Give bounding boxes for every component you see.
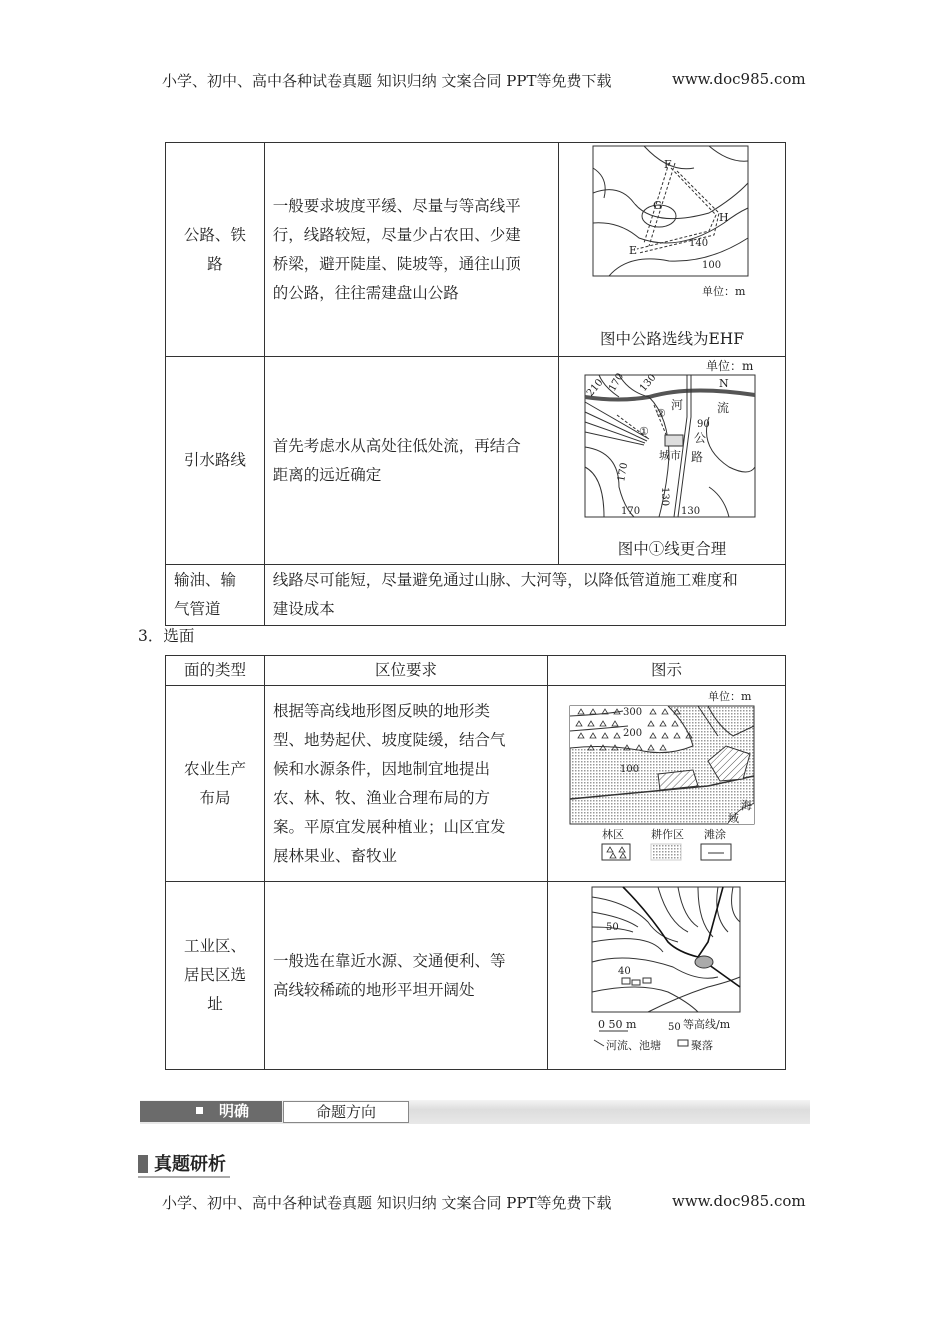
- map-label: 100: [701, 260, 722, 271]
- table-row: [166, 143, 786, 357]
- map-label: 公: [693, 431, 706, 445]
- map-unit: 单位：m: [708, 690, 752, 703]
- type-line: 工业区、: [183, 937, 246, 955]
- map-label: G: [652, 199, 662, 212]
- row-figure: [558, 357, 785, 565]
- banner-dark: [140, 1101, 282, 1122]
- desc-line: 建设成本: [272, 600, 335, 618]
- desc-line: 首先考虑水从高处往低处流，再结合: [272, 436, 521, 455]
- type-line: 布局: [199, 788, 231, 807]
- desc-line: 一般要求坡度平缓、尽量与等高线平: [272, 196, 521, 215]
- column-header: 区位要求: [265, 656, 548, 686]
- legend-label: 等高线/m: [683, 1018, 731, 1031]
- row-desc: [264, 357, 558, 565]
- legend-label: 河流、池塘: [606, 1039, 661, 1052]
- map-label: 170: [607, 371, 627, 394]
- road-contour-map: [559, 143, 785, 333]
- map-label: 300: [623, 707, 643, 718]
- footer-text: 小学、初中、高中各种试卷真题 知识归纳 文案合同 PPT等免费下载: [162, 1194, 612, 1212]
- map-label: 170: [616, 461, 631, 483]
- type-line: 公路、铁: [183, 225, 246, 244]
- desc-line: 行，线路较短，尽量少占农田、少建: [272, 225, 521, 244]
- map-label: 50: [606, 922, 619, 933]
- table-row: [166, 686, 786, 882]
- map-label: N: [718, 377, 729, 390]
- table-row: [166, 882, 786, 1070]
- desc-line: 型、地势起伏、坡度陡缓，结合气: [273, 730, 506, 749]
- map-label: ②: [655, 407, 666, 420]
- type-line: 址: [207, 995, 223, 1013]
- subheading: [138, 1150, 230, 1178]
- square-icon: [196, 1107, 203, 1114]
- water-route-map: [559, 357, 785, 525]
- map-label: 100: [620, 764, 640, 775]
- map-label: 170: [620, 506, 641, 517]
- map-scale: 0 50 m: [598, 1018, 637, 1031]
- figure-caption: 图中①线更合理: [617, 540, 727, 558]
- row-figure: [548, 882, 786, 1070]
- desc-line: 距离的远近确定: [272, 465, 382, 484]
- bar-icon: [138, 1155, 148, 1173]
- map-label: 路: [690, 450, 703, 464]
- subheading-text: 真题研析: [154, 1154, 226, 1175]
- desc-line: 展林果业、畜牧业: [273, 846, 398, 865]
- agriculture-map: [548, 686, 784, 871]
- route-table: [165, 142, 786, 626]
- table-row: [166, 565, 786, 626]
- column-header: 图示: [548, 656, 786, 686]
- row-type: 引水路线: [166, 357, 265, 565]
- legend-label: 聚落: [691, 1039, 713, 1052]
- type-line: 农业生产: [183, 759, 246, 778]
- desc-line: 农、林、牧、渔业合理布局的方: [273, 788, 491, 807]
- type-line: 气管道: [174, 600, 221, 618]
- row-desc: [265, 882, 548, 1070]
- desc-line: 候和水源条件，因地制宜地提出: [273, 759, 491, 778]
- header-url[interactable]: www.doc985.com: [672, 70, 806, 88]
- legend-number: 50: [668, 1022, 681, 1033]
- desc-line: 的公路，往往需建盘山公路: [272, 283, 459, 302]
- map-label: 域: [728, 812, 739, 825]
- map-label: 210: [584, 377, 606, 399]
- table-header-row: [166, 656, 786, 686]
- map-unit: 单位：m: [701, 285, 746, 298]
- row-desc: [264, 143, 558, 357]
- map-label: 140: [688, 238, 709, 249]
- legend-label: 林区: [602, 828, 624, 841]
- figure-caption: 图中公路选线为EHF: [599, 330, 745, 348]
- map-label: 130: [658, 487, 670, 507]
- desc-line: 桥梁，避开陡崖、陡坡等，通往山顶: [272, 254, 521, 273]
- desc-line: 一般选在靠近水源、交通便利、等: [273, 951, 506, 970]
- map-label: 200: [623, 728, 643, 739]
- industrial-site-map: [548, 882, 784, 1059]
- map-label: 海: [741, 799, 752, 812]
- tidal-legend-swatch: [701, 844, 731, 860]
- desc-line: 根据等高线地形图反映的地形类: [273, 701, 491, 720]
- area-table: [165, 655, 786, 1070]
- map-unit: 单位：m: [705, 359, 754, 373]
- column-header: 面的类型: [166, 656, 265, 686]
- legend-label: 耕作区: [651, 828, 684, 841]
- banner-light: 命题方向: [283, 1101, 409, 1123]
- banner-dark-label: 明确: [219, 1102, 250, 1120]
- farmland-legend-swatch: [651, 844, 681, 860]
- row-figure: [558, 143, 785, 357]
- map-label: H: [718, 211, 729, 224]
- type-line: 居民区选: [183, 966, 246, 984]
- row-type: [166, 565, 265, 626]
- row-figure: [548, 686, 786, 882]
- map-label: E: [628, 244, 638, 257]
- map-label: 40: [618, 966, 631, 977]
- map-label: ①: [638, 425, 649, 438]
- type-line: 路: [207, 254, 223, 273]
- map-label: 90: [696, 419, 710, 430]
- table-row: [166, 357, 786, 565]
- map-label: F: [663, 158, 672, 171]
- row-type: [166, 143, 265, 357]
- desc-line: 线路尽可能短，尽量避免通过山脉、大河等，以降低管道施工难度和: [272, 571, 738, 589]
- desc-line: 高线较稀疏的地形平坦开阔处: [273, 980, 475, 999]
- footer-url[interactable]: www.doc985.com: [672, 1192, 806, 1210]
- map-label: 流: [716, 401, 729, 415]
- desc-line: 案。平原宜发展种植业；山区宜发: [273, 817, 506, 836]
- map-label: 城市: [658, 449, 681, 462]
- map-label: 河: [670, 398, 683, 412]
- section-title: 3．选面: [138, 627, 195, 645]
- map-label: 130: [637, 372, 659, 394]
- header-text: 小学、初中、高中各种试卷真题 知识归纳 文案合同 PPT等免费下载: [162, 72, 612, 90]
- legend-label: 滩涂: [704, 828, 726, 841]
- row-type: [166, 686, 265, 882]
- row-type: [166, 882, 265, 1070]
- type-line: 输油、输: [174, 571, 237, 589]
- map-label: 130: [680, 506, 701, 517]
- row-desc: [265, 686, 548, 882]
- row-desc: [264, 565, 785, 626]
